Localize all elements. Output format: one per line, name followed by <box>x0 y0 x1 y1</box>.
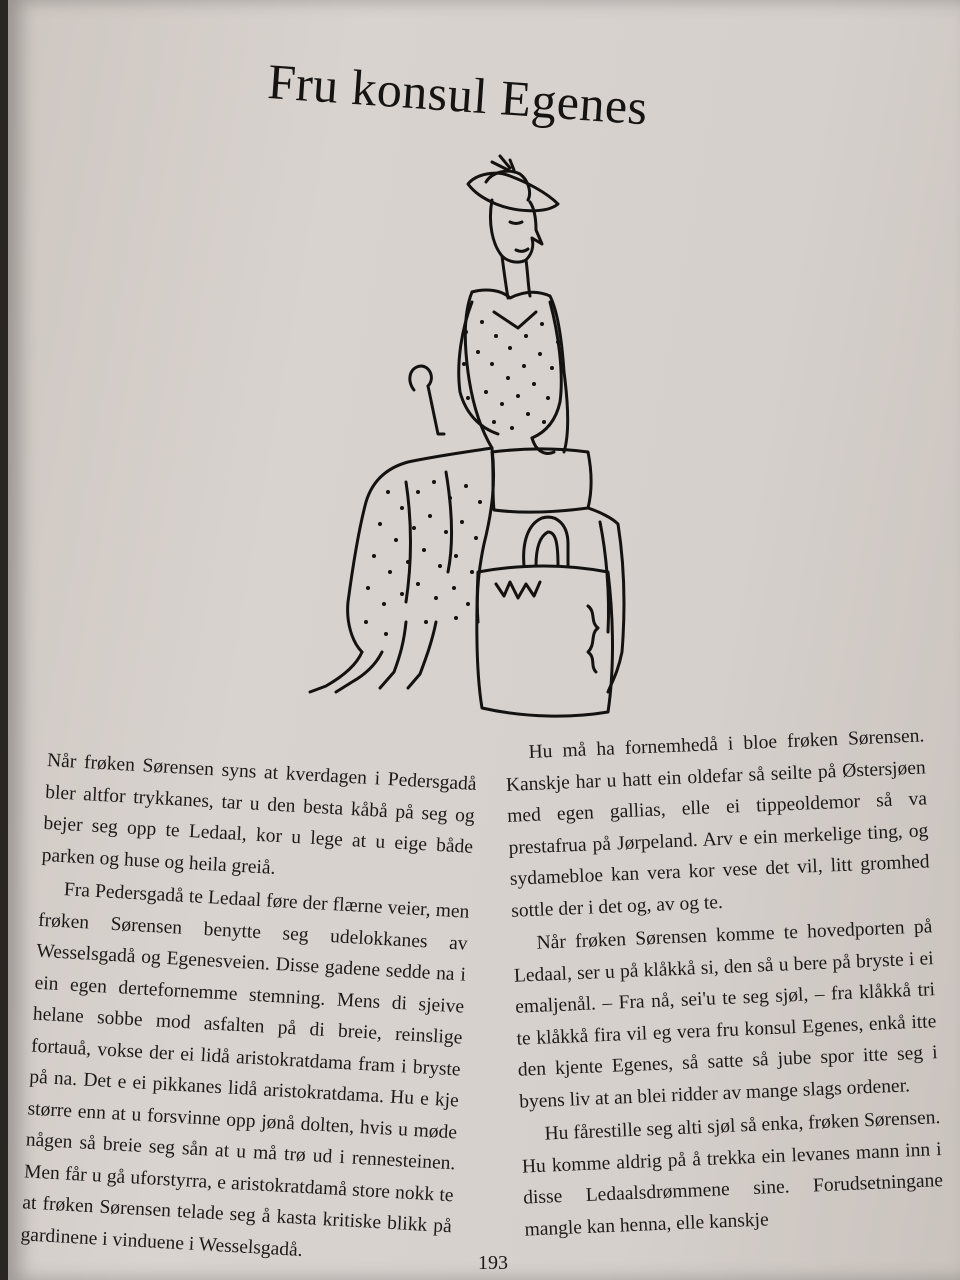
page-number: 193 <box>478 1252 508 1274</box>
paragraph: Når frøken Sørensen syns at kverdagen i Pedersgadå bler altfor trykkanes, tar u den besta kåbå på seg og bejer seg opp te Ledaal, kor u lege at u eige både parken og huse og heila greiå. <box>41 749 478 879</box>
right-text-column <box>504 720 945 1247</box>
paragraph: Når frøken Sørensen komme te hovedporten på Ledaal, ser u på klåkkå si, den så u bere på bryste i ei emaljenål. – Fra nå, sei'u te seg sjøl, – fra klåkkå tri te klåkkå fira vil eg vera fru konsul Egenes, enkå itte den kjente Egenes, så satte så jube spor itte seg i byens liv at an blei ridder av mange slags ordener. <box>513 916 938 1113</box>
book-page <box>8 0 960 1280</box>
paragraph: Fra Pedersgadå te Ledaal føre der flærne veier, men frøken Sørensen benytte seg udelokkanes av Wesselsgadå og Egenesveien. Disse gadene sedde na i ein egen dertefornemme stemning. Mens di sjeive helane sobbe mod asfalten på di breie, reinslige fortauå, vokse der ei lidå aristokratdama fram i bryste på na. Det e ei pikkanes lidå aristokratdama. Hu e kje større enn at u forsvinne opp jønå dolten, hvis u møde någen så breie seg sån at u må trø ud i rennesteinen. Men får u gå uforstyrra, e aristokratdamå store nokk te at frøken Sørensen telade seg å kasta kritiske blikk på gardinene i vinduene i Wesselsgadå. <box>20 879 470 1261</box>
woman-with-suitcases-drawing-icon <box>296 152 656 732</box>
chapter-title: Fru konsul Egenes <box>266 52 650 136</box>
left-text-column <box>20 745 478 1276</box>
paragraph: Hu må ha fornemhedå i bloe frøken Sørensen. Kanskje har u hatt ein oldefar så seilte på Østersjøen med egen gallias, elle ei tippeoldemor så va prestafrua på Jørpeland. Arv e ein merkelige ting, og sydamebloe kan vera kor vese det vil, litt gromhed sottle der i det og, av og te. <box>505 725 930 922</box>
paragraph: Hu fårestille seg alti sjøl så enka, frøken Sørensen. Hu komme aldrig på å trekka ein levanes mann inn i disse Ledaalsdrømmene sine. Forudsetningane mangle kan henna, elle kanskje <box>521 1107 944 1241</box>
